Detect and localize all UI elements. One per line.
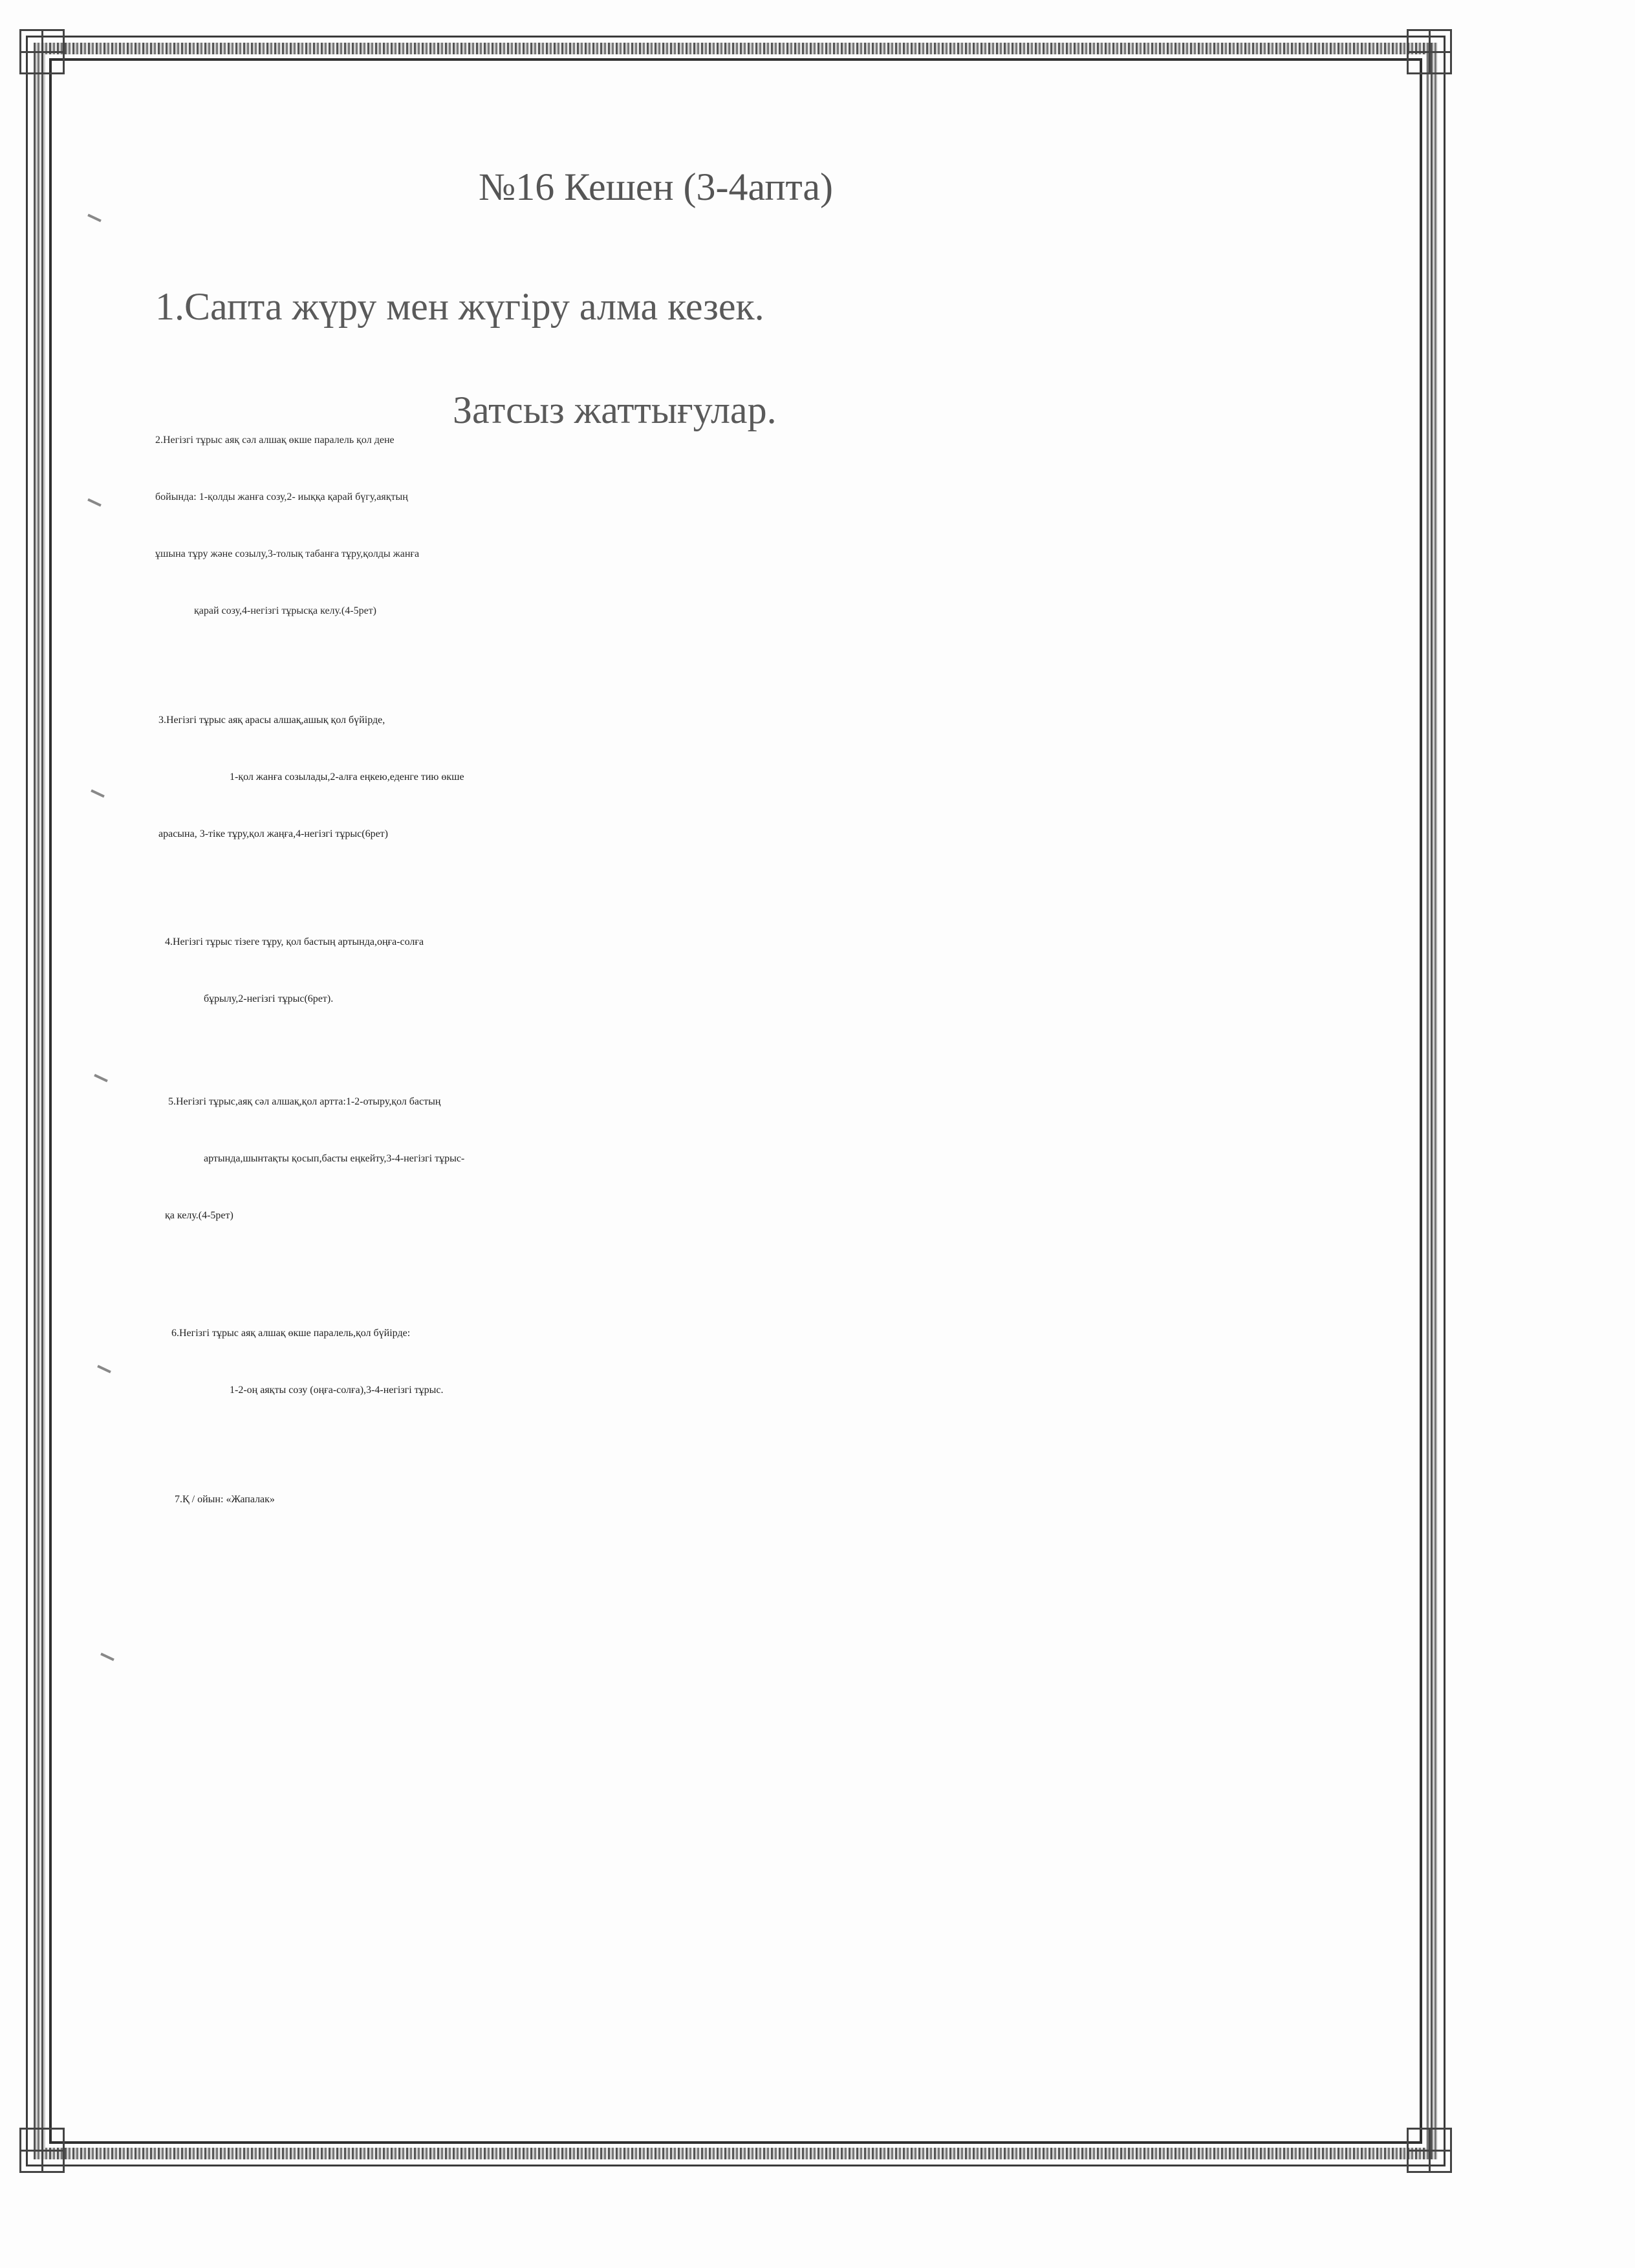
exercise-2-line-4: қарай созу,4-негізгі тұрысқа келу.(4-5рет) [194, 605, 377, 616]
exercise-6-line-1: 6.Негізгі тұрыс аяқ алшақ өкше паралель,қол бүйірде: [171, 1328, 411, 1339]
exercise-7-line-1: 7.Қ / ойын: «Жапалак» [175, 1494, 275, 1505]
section-heading: Затсыз жаттығулар. [453, 389, 777, 431]
exercise-4-line-1: 4.Негізгі тұрыс тізеге тұру, қол бастың артында,оңға-солға [165, 936, 424, 947]
exercise-2-line-1: 2.Негізгі тұрыс аяқ сәл алшақ өкше паралель қол дене [155, 435, 395, 446]
exercise-2-line-2: бойында: 1-қолды жанға созу,2- иыққа қарай бүгу,аяқтың [155, 491, 408, 502]
exercise-6-line-2: 1-2-оң аяқты созу (оңға-солға),3-4-негізгі тұрыс. [230, 1385, 444, 1396]
exercise-1-line-1: 1.Сапта жүру мен жүгіру алма кезек. [155, 285, 764, 328]
exercise-5-line-2: артында,шынтақты қосып,басты еңкейту,3-4-негізгі тұрыс- [204, 1153, 465, 1164]
frame-corner-ornament [19, 2128, 65, 2173]
frame-corner-ornament [19, 29, 65, 74]
exercise-4-line-2: бұрылу,2-негізгі тұрыс(6рет). [204, 993, 334, 1004]
frame-corner-ornament [1407, 29, 1452, 74]
exercise-3-line-2: 1-қол жанға созылады,2-алға еңкею,еденге тию өкше [230, 772, 464, 783]
exercise-3-line-1: 3.Негізгі тұрыс аяқ арасы алшақ,ашық қол бүйірде, [158, 715, 385, 726]
document-title: №16 Кешен (3-4апта) [479, 166, 834, 208]
frame-corner-ornament [1407, 2128, 1452, 2173]
exercise-2-line-3: ұшына тұру және созылу,3-толық табанға тұру,қолды жанға [155, 548, 420, 559]
exercise-5-line-3: қа келу.(4-5рет) [165, 1210, 233, 1221]
exercise-5-line-1: 5.Негізгі тұрыс,аяқ сәл алшақ,қол артта:1-2-отыру,қол бастың [168, 1096, 441, 1107]
exercise-3-line-3: арасына, 3-тіке тұру,қол жаңға,4-негізгі тұрыс(6рет) [158, 828, 388, 839]
